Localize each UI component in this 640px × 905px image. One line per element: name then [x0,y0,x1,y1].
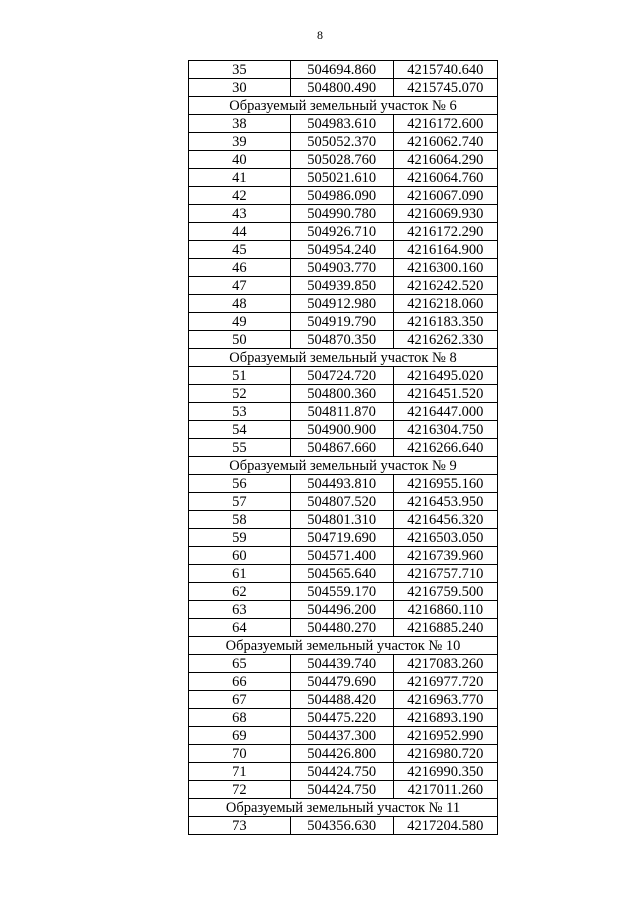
table-row [189,475,498,493]
table-row [189,817,498,835]
table-row [189,439,498,457]
point-number-cell: 49 [189,313,291,331]
point-number-cell: 52 [189,385,291,403]
table-row [189,295,498,313]
table-row [189,547,498,565]
y-coordinate-cell: 4216885.240 [393,619,497,637]
point-number-cell: 50 [189,331,291,349]
x-coordinate-cell: 504867.660 [290,439,393,457]
point-number-cell: 56 [189,475,291,493]
table-row [189,529,498,547]
y-coordinate-cell: 4216453.950 [393,493,497,511]
point-number-cell: 58 [189,511,291,529]
table-row [189,781,498,799]
point-number-cell: 60 [189,547,291,565]
section-header-row [189,637,498,655]
point-number-cell: 69 [189,727,291,745]
x-coordinate-cell: 504807.520 [290,493,393,511]
point-number-cell: 38 [189,115,291,133]
y-coordinate-cell: 4216062.740 [393,133,497,151]
table-row [189,511,498,529]
table-row [189,691,498,709]
y-coordinate-cell: 4216952.990 [393,727,497,745]
table-row [189,79,498,97]
y-coordinate-cell: 4215740.640 [393,61,497,79]
x-coordinate-cell: 504900.900 [290,421,393,439]
table-row [189,619,498,637]
section-title: Образуемый земельный участок № 9 [189,457,498,475]
point-number-cell: 63 [189,601,291,619]
x-coordinate-cell: 504571.400 [290,547,393,565]
section-title: Образуемый земельный участок № 10 [189,637,498,655]
point-number-cell: 44 [189,223,291,241]
point-number-cell: 51 [189,367,291,385]
section-title: Образуемый земельный участок № 6 [189,97,498,115]
coordinates-table [188,60,498,835]
x-coordinate-cell: 504800.360 [290,385,393,403]
point-number-cell: 43 [189,205,291,223]
x-coordinate-cell: 504559.170 [290,583,393,601]
x-coordinate-cell: 504565.640 [290,565,393,583]
x-coordinate-cell: 504986.090 [290,187,393,205]
table-row [189,709,498,727]
point-number-cell: 65 [189,655,291,673]
y-coordinate-cell: 4216980.720 [393,745,497,763]
y-coordinate-cell: 4216495.020 [393,367,497,385]
point-number-cell: 61 [189,565,291,583]
y-coordinate-cell: 4216300.160 [393,259,497,277]
table-row [189,151,498,169]
point-number-cell: 41 [189,169,291,187]
point-number-cell: 66 [189,673,291,691]
x-coordinate-cell: 504424.750 [290,781,393,799]
y-coordinate-cell: 4216242.520 [393,277,497,295]
point-number-cell: 45 [189,241,291,259]
point-number-cell: 67 [189,691,291,709]
x-coordinate-cell: 504903.770 [290,259,393,277]
point-number-cell: 57 [189,493,291,511]
y-coordinate-cell: 4216172.290 [393,223,497,241]
x-coordinate-cell: 504801.310 [290,511,393,529]
table-row [189,115,498,133]
point-number-cell: 70 [189,745,291,763]
x-coordinate-cell: 504912.980 [290,295,393,313]
y-coordinate-cell: 4216451.520 [393,385,497,403]
x-coordinate-cell: 504493.810 [290,475,393,493]
x-coordinate-cell: 504479.690 [290,673,393,691]
x-coordinate-cell: 504724.720 [290,367,393,385]
point-number-cell: 64 [189,619,291,637]
point-number-cell: 71 [189,763,291,781]
y-coordinate-cell: 4216456.320 [393,511,497,529]
point-number-cell: 53 [189,403,291,421]
x-coordinate-cell: 504694.860 [290,61,393,79]
table-row [189,601,498,619]
x-coordinate-cell: 505028.760 [290,151,393,169]
x-coordinate-cell: 504811.870 [290,403,393,421]
table-row [189,583,498,601]
x-coordinate-cell: 504870.350 [290,331,393,349]
y-coordinate-cell: 4216064.760 [393,169,497,187]
table-row [189,673,498,691]
section-title: Образуемый земельный участок № 11 [189,799,498,817]
y-coordinate-cell: 4216977.720 [393,673,497,691]
point-number-cell: 47 [189,277,291,295]
y-coordinate-cell: 4216963.770 [393,691,497,709]
x-coordinate-cell: 504426.800 [290,745,393,763]
table-row [189,259,498,277]
point-number-cell: 59 [189,529,291,547]
table-row [189,241,498,259]
y-coordinate-cell: 4216262.330 [393,331,497,349]
y-coordinate-cell: 4216990.350 [393,763,497,781]
x-coordinate-cell: 504990.780 [290,205,393,223]
table-row [189,493,498,511]
y-coordinate-cell: 4216893.190 [393,709,497,727]
y-coordinate-cell: 4217011.260 [393,781,497,799]
x-coordinate-cell: 505052.370 [290,133,393,151]
x-coordinate-cell: 504919.790 [290,313,393,331]
point-number-cell: 35 [189,61,291,79]
x-coordinate-cell: 504954.240 [290,241,393,259]
x-coordinate-cell: 504480.270 [290,619,393,637]
table-row [189,223,498,241]
y-coordinate-cell: 4216064.290 [393,151,497,169]
table-row [189,277,498,295]
y-coordinate-cell: 4216304.750 [393,421,497,439]
point-number-cell: 68 [189,709,291,727]
y-coordinate-cell: 4216447.000 [393,403,497,421]
point-number-cell: 42 [189,187,291,205]
x-coordinate-cell: 504719.690 [290,529,393,547]
y-coordinate-cell: 4216860.110 [393,601,497,619]
table-row [189,403,498,421]
point-number-cell: 54 [189,421,291,439]
table-row [189,745,498,763]
y-coordinate-cell: 4216164.900 [393,241,497,259]
y-coordinate-cell: 4216266.640 [393,439,497,457]
x-coordinate-cell: 504424.750 [290,763,393,781]
point-number-cell: 48 [189,295,291,313]
y-coordinate-cell: 4215745.070 [393,79,497,97]
table-row [189,367,498,385]
section-header-row [189,457,498,475]
table-row [189,421,498,439]
y-coordinate-cell: 4216503.050 [393,529,497,547]
y-coordinate-cell: 4216067.090 [393,187,497,205]
page-number: 8 [317,28,323,42]
section-title: Образуемый земельный участок № 8 [189,349,498,367]
table-row [189,205,498,223]
x-coordinate-cell: 504496.200 [290,601,393,619]
y-coordinate-cell: 4217083.260 [393,655,497,673]
y-coordinate-cell: 4216759.500 [393,583,497,601]
y-coordinate-cell: 4216183.350 [393,313,497,331]
y-coordinate-cell: 4216218.060 [393,295,497,313]
y-coordinate-cell: 4216172.600 [393,115,497,133]
y-coordinate-cell: 4216739.960 [393,547,497,565]
table-row [189,187,498,205]
point-number-cell: 72 [189,781,291,799]
x-coordinate-cell: 504926.710 [290,223,393,241]
section-header-row [189,97,498,115]
x-coordinate-cell: 504437.300 [290,727,393,745]
point-number-cell: 62 [189,583,291,601]
x-coordinate-cell: 505021.610 [290,169,393,187]
x-coordinate-cell: 504488.420 [290,691,393,709]
table-row [189,727,498,745]
point-number-cell: 73 [189,817,291,835]
table-row [189,655,498,673]
table-row [189,565,498,583]
table-row [189,169,498,187]
table-row [189,763,498,781]
coordinates-table-body [189,61,498,835]
x-coordinate-cell: 504800.490 [290,79,393,97]
section-header-row [189,799,498,817]
y-coordinate-cell: 4216757.710 [393,565,497,583]
x-coordinate-cell: 504983.610 [290,115,393,133]
y-coordinate-cell: 4216955.160 [393,475,497,493]
point-number-cell: 39 [189,133,291,151]
table-row [189,133,498,151]
table-row [189,313,498,331]
x-coordinate-cell: 504439.740 [290,655,393,673]
point-number-cell: 30 [189,79,291,97]
point-number-cell: 46 [189,259,291,277]
table-row [189,61,498,79]
y-coordinate-cell: 4216069.930 [393,205,497,223]
point-number-cell: 40 [189,151,291,169]
x-coordinate-cell: 504939.850 [290,277,393,295]
x-coordinate-cell: 504475.220 [290,709,393,727]
table-row [189,331,498,349]
y-coordinate-cell: 4217204.580 [393,817,497,835]
table-row [189,385,498,403]
x-coordinate-cell: 504356.630 [290,817,393,835]
section-header-row [189,349,498,367]
point-number-cell: 55 [189,439,291,457]
